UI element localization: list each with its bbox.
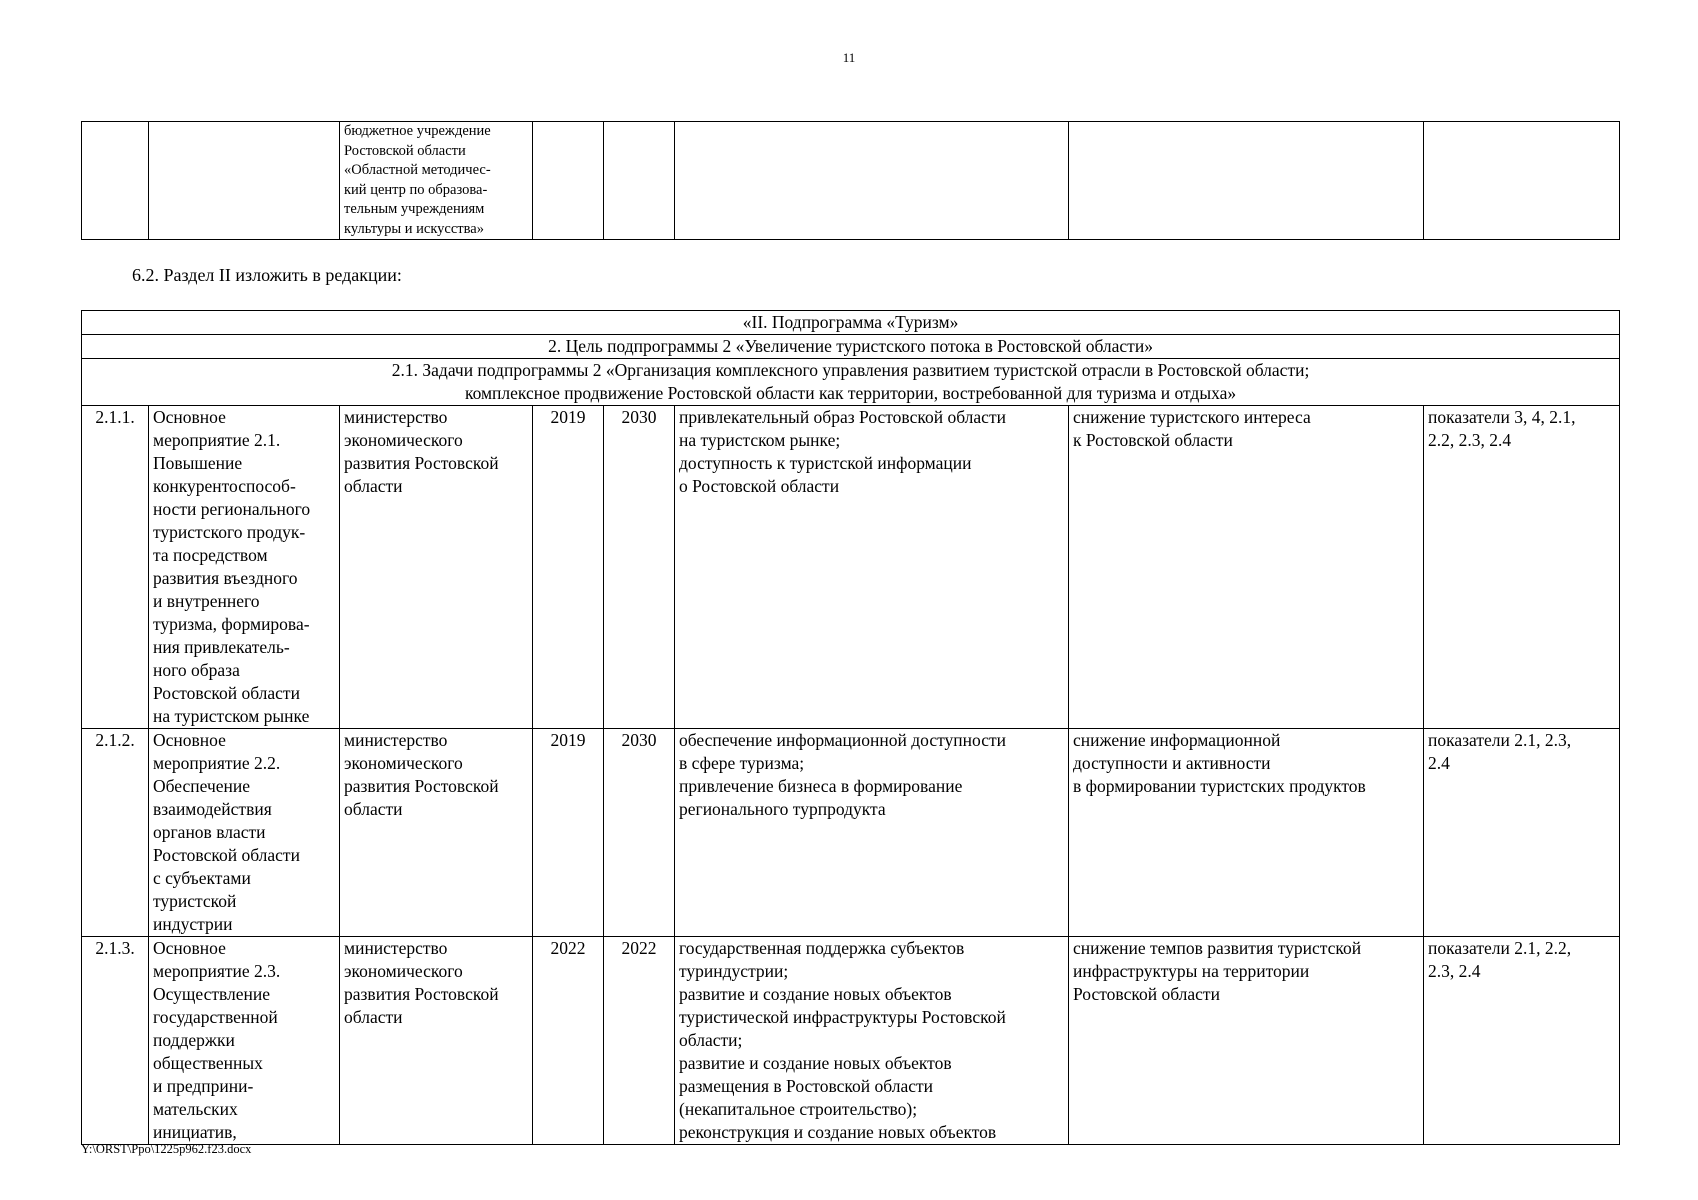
continuation-row xyxy=(82,122,1620,240)
cell-executor: бюджетное учреждение Ростовской области «Областной методичес- кий центр по образова- тельным учреждениям культуры и искусства» xyxy=(340,122,533,240)
table-row xyxy=(82,937,1620,1145)
measure-name: Основное мероприятие 2.1. Повышение конкурентоспособ- ности регионального туристского продук- та посредством развития въездного и внутреннего туризма, формирова- ния привлекатель- ного образа Ростовской области на туристском рынке xyxy=(149,406,340,729)
end-year: 2030 xyxy=(604,729,675,937)
non-implementation-consequence: снижение темпов развития туристской инфраструктуры на территории Ростовской области xyxy=(1069,937,1424,1145)
cell-num xyxy=(82,122,149,240)
subprogram-table xyxy=(81,310,1620,1145)
subprogram-tasks: 2.1. Задачи подпрограммы 2 «Организация комплексного управления развитием туристской отрасли в Ростовской области; комплексное продвижение Ростовской области как территории, востребованной для туризма и отдыха» xyxy=(82,359,1620,406)
measure-name: Основное мероприятие 2.2. Обеспечение взаимодействия органов власти Ростовской области с субъектами туристской индустрии xyxy=(149,729,340,937)
cell-start xyxy=(533,122,604,240)
intro-text: 6.2. Раздел II изложить в редакции: xyxy=(132,265,402,285)
executor: министерство экономического развития Ростовской области xyxy=(340,937,533,1145)
indicators: показатели 3, 4, 2.1, 2.2, 2.3, 2.4 xyxy=(1424,406,1620,729)
cell-consequence xyxy=(1069,122,1424,240)
table-row xyxy=(82,729,1620,937)
start-year: 2019 xyxy=(533,406,604,729)
start-year: 2019 xyxy=(533,729,604,937)
cell-end xyxy=(604,122,675,240)
expected-result: привлекательный образ Ростовской области на туристском рынке; доступность к туристской информации о Ростовской области xyxy=(675,406,1069,729)
header-row-subprogram xyxy=(82,311,1620,335)
row-number: 2.1.2. xyxy=(82,729,149,937)
executor: министерство экономического развития Ростовской области xyxy=(340,729,533,937)
row-number: 2.1.1. xyxy=(82,406,149,729)
executor: министерство экономического развития Ростовской области xyxy=(340,406,533,729)
row-number: 2.1.3. xyxy=(82,937,149,1145)
indicators: показатели 2.1, 2.2, 2.3, 2.4 xyxy=(1424,937,1620,1145)
end-year: 2030 xyxy=(604,406,675,729)
cell-indicators xyxy=(1424,122,1620,240)
table-row xyxy=(82,406,1620,729)
continuation-table xyxy=(81,121,1620,240)
expected-result: государственная поддержка субъектов туриндустрии; развитие и создание новых объектов туристической инфраструктуры Ростовской области; развитие и создание новых объектов размещения в Ростовской области (некапитальное строительство); реконструкция и создание новых объектов xyxy=(675,937,1069,1145)
subprogram-title: «II. Подпрограмма «Туризм» xyxy=(82,311,1620,335)
end-year: 2022 xyxy=(604,937,675,1145)
file-path-footer: Y:\ORST\Ppo\1225p962.f23.docx xyxy=(81,1142,252,1156)
page-number: 11 xyxy=(842,50,856,65)
non-implementation-consequence: снижение туристского интереса к Ростовской области xyxy=(1069,406,1424,729)
cell-result xyxy=(675,122,1069,240)
cell-name xyxy=(149,122,340,240)
measure-name: Основное мероприятие 2.3. Осуществление государственной поддержки общественных и предприни- мательских инициатив, xyxy=(149,937,340,1145)
start-year: 2022 xyxy=(533,937,604,1145)
expected-result: обеспечение информационной доступности в сфере туризма; привлечение бизнеса в формирование регионального турпродукта xyxy=(675,729,1069,937)
subprogram-goal: 2. Цель подпрограммы 2 «Увеличение туристского потока в Ростовской области» xyxy=(82,335,1620,359)
header-row-tasks xyxy=(82,359,1620,406)
non-implementation-consequence: снижение информационной доступности и активности в формировании туристских продуктов xyxy=(1069,729,1424,937)
indicators: показатели 2.1, 2.3, 2.4 xyxy=(1424,729,1620,937)
header-row-goal xyxy=(82,335,1620,359)
